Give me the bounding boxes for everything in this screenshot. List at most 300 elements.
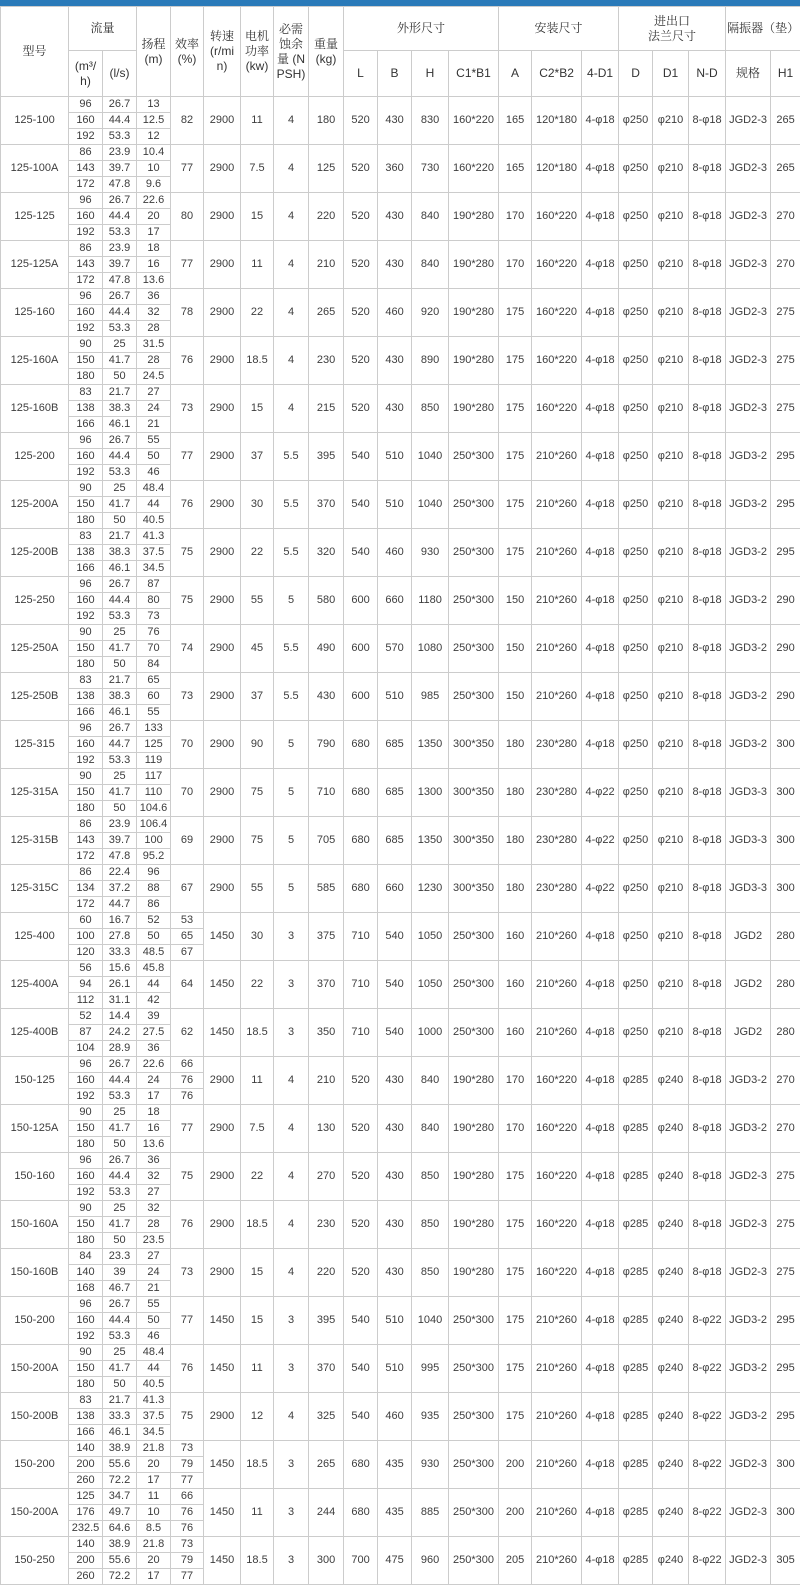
flow-ls-cell: 44.4 [103,209,137,225]
flow-m3h-cell: 160 [69,1073,103,1089]
head-cell: 10.4 [137,145,171,161]
model-cell: 125-400A [1,961,69,1009]
flange-d1-cell: φ210 [653,193,689,241]
flow-ls-cell: 49.7 [103,1505,137,1521]
flange-d-cell: φ250 [619,817,653,865]
efficiency-cell: 77 [171,1297,204,1345]
dim-h-cell: 1080 [412,625,449,673]
install-a-cell: 175 [499,289,532,337]
flow-ls-cell: 53.3 [103,129,137,145]
dim-l-cell: 520 [344,193,378,241]
flow-ls-cell: 41.7 [103,1361,137,1377]
weight-cell: 270 [309,1153,344,1201]
flow-ls-cell: 26.7 [103,721,137,737]
efficiency-cell: 75 [171,1153,204,1201]
flange-nd-cell: 8-φ18 [689,1009,726,1057]
flange-nd-cell: 8-φ18 [689,433,726,481]
install-c2b2-cell: 210*260 [532,1345,582,1393]
install-c2b2-cell: 160*220 [532,1105,582,1153]
flow-m3h-cell: 90 [69,481,103,497]
dim-l-cell: 520 [344,1057,378,1105]
motor-power-cell: 11 [241,1345,274,1393]
isolator-h1-cell: 275 [771,337,800,385]
motor-power-cell: 22 [241,961,274,1009]
install-c2b2-cell: 160*220 [532,385,582,433]
head-cell: 20 [137,1457,171,1473]
flow-ls-cell: 72.2 [103,1569,137,1585]
motor-power-cell: 12 [241,1393,274,1441]
flange-d1-cell: φ240 [653,1201,689,1249]
weight-cell: 180 [309,97,344,145]
npsh-cell: 5.5 [274,529,309,577]
flow-ls-cell: 26.7 [103,97,137,113]
motor-power-cell: 55 [241,577,274,625]
dim-c1b1-cell: 250*300 [449,961,499,1009]
install-a-cell: 160 [499,961,532,1009]
flow-ls-cell: 38.9 [103,1441,137,1457]
flow-ls-cell: 27.8 [103,929,137,945]
isolator-spec-cell: JGD2-3 [726,1537,771,1585]
flange-nd-cell: 8-φ18 [689,1105,726,1153]
weight-cell: 705 [309,817,344,865]
flow-ls-cell: 44.4 [103,305,137,321]
flow-ls-cell: 14.4 [103,1009,137,1025]
head-cell: 18 [137,241,171,257]
flow-ls-cell: 21.7 [103,673,137,689]
dim-c1b1-cell: 250*300 [449,625,499,673]
flow-m3h-cell: 192 [69,753,103,769]
flow-ls-cell: 46.7 [103,1281,137,1297]
model-cell: 125-250 [1,577,69,625]
head-cell: 16 [137,257,171,273]
dim-b-cell: 510 [378,433,412,481]
install-4d1-cell: 4-φ18 [582,1057,619,1105]
dim-b-cell: 660 [378,865,412,913]
header-flange-d1: D1 [653,51,689,97]
flow-m3h-cell: 90 [69,1201,103,1217]
head-cell: 95.2 [137,849,171,865]
install-c2b2-cell: 210*260 [532,1489,582,1537]
isolator-h1-cell: 300 [771,817,800,865]
flow-m3h-cell: 180 [69,801,103,817]
flow-ls-cell: 26.7 [103,193,137,209]
flow-m3h-cell: 90 [69,625,103,641]
flow-ls-cell: 23.9 [103,817,137,833]
dim-b-cell: 430 [378,1201,412,1249]
flange-d1-cell: φ240 [653,1057,689,1105]
motor-power-cell: 75 [241,769,274,817]
flow-ls-cell: 25 [103,625,137,641]
speed-cell: 1450 [204,1537,241,1585]
flow-ls-cell: 38.9 [103,1537,137,1553]
spec-row [1,769,800,785]
header-efficiency: 效率 (%) [171,7,204,97]
flow-m3h-cell: 112 [69,993,103,1009]
flow-m3h-cell: 192 [69,1089,103,1105]
header-flange-line1: 进出口 [654,13,691,28]
flow-m3h-cell: 172 [69,849,103,865]
flow-m3h-cell: 138 [69,689,103,705]
speed-cell: 1450 [204,961,241,1009]
dim-b-cell: 430 [378,97,412,145]
flow-ls-cell: 26.7 [103,433,137,449]
dim-c1b1-cell: 190*280 [449,289,499,337]
isolator-spec-cell: JGD2 [726,1009,771,1057]
npsh-cell: 5 [274,577,309,625]
dim-l-cell: 680 [344,1489,378,1537]
efficiency-cell: 73 [171,1249,204,1297]
header-dim-b: B [378,51,412,97]
flow-m3h-cell: 86 [69,865,103,881]
flow-ls-cell: 26.1 [103,977,137,993]
dim-l-cell: 540 [344,529,378,577]
install-c2b2-cell: 120*180 [532,145,582,193]
spec-row [1,913,800,929]
efficiency-cell: 73 [171,1441,204,1457]
isolator-spec-cell: JGD2-3 [726,145,771,193]
dim-b-cell: 540 [378,961,412,1009]
flow-ls-cell: 53.3 [103,225,137,241]
isolator-h1-cell: 295 [771,1393,800,1441]
install-a-cell: 175 [499,1393,532,1441]
head-cell: 21.8 [137,1441,171,1457]
isolator-h1-cell: 305 [771,1537,800,1585]
weight-cell: 230 [309,1201,344,1249]
flow-ls-cell: 50 [103,513,137,529]
dim-c1b1-cell: 250*300 [449,577,499,625]
spec-row [1,1489,800,1505]
flange-d-cell: φ250 [619,241,653,289]
install-a-cell: 180 [499,721,532,769]
dim-b-cell: 435 [378,1489,412,1537]
install-4d1-cell: 4-φ18 [582,721,619,769]
flow-m3h-cell: 83 [69,385,103,401]
dim-c1b1-cell: 250*300 [449,1009,499,1057]
isolator-spec-cell: JGD3-2 [726,673,771,721]
flange-d-cell: φ285 [619,1201,653,1249]
install-c2b2-cell: 210*260 [532,529,582,577]
header-dim-l: L [344,51,378,97]
efficiency-cell: 77 [171,241,204,289]
install-a-cell: 175 [499,1297,532,1345]
dim-b-cell: 475 [378,1537,412,1585]
flange-d1-cell: φ210 [653,241,689,289]
isolator-h1-cell: 275 [771,289,800,337]
flow-ls-cell: 34.7 [103,1489,137,1505]
dim-b-cell: 430 [378,241,412,289]
motor-power-cell: 7.5 [241,145,274,193]
flow-m3h-cell: 86 [69,241,103,257]
motor-power-cell: 11 [241,1489,274,1537]
speed-cell: 2900 [204,769,241,817]
spec-row [1,1393,800,1409]
head-cell: 50 [137,449,171,465]
motor-power-cell: 18.5 [241,1537,274,1585]
flow-m3h-cell: 160 [69,737,103,753]
dim-h-cell: 1000 [412,1009,449,1057]
flange-nd-cell: 8-φ18 [689,673,726,721]
install-a-cell: 175 [499,1201,532,1249]
flange-nd-cell: 8-φ18 [689,529,726,577]
dim-b-cell: 460 [378,289,412,337]
efficiency-cell: 79 [171,1553,204,1569]
flow-ls-cell: 31.1 [103,993,137,1009]
head-cell: 34.5 [137,1425,171,1441]
npsh-cell: 3 [274,1009,309,1057]
efficiency-cell: 79 [171,1457,204,1473]
dim-h-cell: 995 [412,1345,449,1393]
dim-b-cell: 430 [378,1249,412,1297]
efficiency-cell: 70 [171,769,204,817]
efficiency-cell: 67 [171,945,204,961]
flow-m3h-cell: 90 [69,769,103,785]
install-a-cell: 175 [499,529,532,577]
motor-power-cell: 11 [241,1057,274,1105]
install-c2b2-cell: 210*260 [532,433,582,481]
header-weight: 重量 (kg) [309,7,344,97]
install-c2b2-cell: 210*260 [532,625,582,673]
isolator-spec-cell: JGD2-3 [726,1153,771,1201]
dim-l-cell: 680 [344,817,378,865]
head-cell: 22.6 [137,1057,171,1073]
head-cell: 87 [137,577,171,593]
dim-b-cell: 430 [378,1153,412,1201]
dim-l-cell: 540 [344,1345,378,1393]
flow-m3h-cell: 172 [69,897,103,913]
flow-m3h-cell: 83 [69,673,103,689]
flow-m3h-cell: 96 [69,577,103,593]
flow-m3h-cell: 192 [69,1185,103,1201]
head-cell: 20 [137,209,171,225]
motor-power-cell: 15 [241,1249,274,1297]
flow-m3h-cell: 96 [69,1297,103,1313]
isolator-h1-cell: 275 [771,1249,800,1297]
head-cell: 50 [137,1313,171,1329]
flow-m3h-cell: 138 [69,1409,103,1425]
head-cell: 37.5 [137,545,171,561]
head-cell: 27 [137,385,171,401]
flange-d-cell: φ285 [619,1489,653,1537]
npsh-cell: 4 [274,1201,309,1249]
flange-d-cell: φ250 [619,625,653,673]
dim-h-cell: 840 [412,241,449,289]
install-4d1-cell: 4-φ18 [582,1393,619,1441]
flow-m3h-cell: 104 [69,1041,103,1057]
flow-m3h-cell: 192 [69,465,103,481]
head-cell: 133 [137,721,171,737]
speed-cell: 2900 [204,193,241,241]
spec-row [1,193,800,209]
flow-m3h-cell: 160 [69,593,103,609]
dim-h-cell: 840 [412,1057,449,1105]
efficiency-cell: 67 [171,865,204,913]
head-cell: 125 [137,737,171,753]
flange-d-cell: φ250 [619,433,653,481]
npsh-cell: 4 [274,97,309,145]
npsh-cell: 5.5 [274,625,309,673]
install-4d1-cell: 4-φ18 [582,577,619,625]
isolator-h1-cell: 280 [771,1009,800,1057]
model-cell: 125-125 [1,193,69,241]
model-cell: 125-160 [1,289,69,337]
flange-nd-cell: 8-φ22 [689,1537,726,1585]
install-c2b2-cell: 210*260 [532,961,582,1009]
motor-power-cell: 37 [241,673,274,721]
head-cell: 10 [137,1505,171,1521]
efficiency-cell: 69 [171,817,204,865]
install-c2b2-cell: 210*260 [532,1441,582,1489]
flow-m3h-cell: 200 [69,1457,103,1473]
head-cell: 110 [137,785,171,801]
install-a-cell: 175 [499,481,532,529]
head-cell: 17 [137,1089,171,1105]
dim-b-cell: 685 [378,721,412,769]
flange-d-cell: φ285 [619,1105,653,1153]
weight-cell: 130 [309,1105,344,1153]
flow-m3h-cell: 150 [69,1361,103,1377]
flange-d1-cell: φ210 [653,145,689,193]
flange-d-cell: φ250 [619,961,653,1009]
flow-m3h-cell: 96 [69,1153,103,1169]
flow-m3h-cell: 60 [69,913,103,929]
speed-cell: 2900 [204,1105,241,1153]
header-install-4d1: 4-D1 [582,51,619,97]
flow-ls-cell: 23.9 [103,145,137,161]
dim-c1b1-cell: 250*300 [449,1537,499,1585]
header-dims-group: 外形尺寸 [344,7,499,51]
flow-ls-cell: 21.7 [103,385,137,401]
isolator-spec-cell: JGD3-3 [726,769,771,817]
dim-h-cell: 840 [412,193,449,241]
flange-d-cell: φ250 [619,145,653,193]
head-cell: 46 [137,1329,171,1345]
dim-h-cell: 1050 [412,913,449,961]
install-4d1-cell: 4-φ18 [582,1201,619,1249]
isolator-spec-cell: JGD2-3 [726,1441,771,1489]
dim-l-cell: 520 [344,1249,378,1297]
install-4d1-cell: 4-φ18 [582,337,619,385]
head-cell: 65 [137,673,171,689]
flow-ls-cell: 21.7 [103,529,137,545]
flange-nd-cell: 8-φ18 [689,193,726,241]
flow-ls-cell: 33.3 [103,945,137,961]
npsh-cell: 3 [274,1297,309,1345]
weight-cell: 710 [309,769,344,817]
head-cell: 86 [137,897,171,913]
flow-m3h-cell: 86 [69,817,103,833]
isolator-h1-cell: 280 [771,913,800,961]
head-cell: 34.5 [137,561,171,577]
flow-ls-cell: 23.3 [103,1249,137,1265]
flange-d-cell: φ250 [619,721,653,769]
header-sub-row [1,51,800,97]
flange-d1-cell: φ210 [653,817,689,865]
head-cell: 18 [137,1105,171,1121]
flow-ls-cell: 26.7 [103,1153,137,1169]
npsh-cell: 5 [274,769,309,817]
isolator-h1-cell: 295 [771,433,800,481]
flow-ls-cell: 28.9 [103,1041,137,1057]
speed-cell: 2900 [204,97,241,145]
isolator-spec-cell: JGD2-3 [726,1489,771,1537]
head-cell: 50 [137,929,171,945]
head-cell: 17 [137,225,171,241]
pump-spec-table [0,6,800,1585]
flow-ls-cell: 53.3 [103,1089,137,1105]
install-c2b2-cell: 210*260 [532,913,582,961]
model-cell: 150-160 [1,1153,69,1201]
head-cell: 36 [137,1153,171,1169]
dim-b-cell: 430 [378,1057,412,1105]
head-cell: 27 [137,1185,171,1201]
speed-cell: 2900 [204,529,241,577]
install-a-cell: 180 [499,865,532,913]
head-cell: 21 [137,1281,171,1297]
install-c2b2-cell: 210*260 [532,673,582,721]
isolator-spec-cell: JGD3-2 [726,529,771,577]
spec-row [1,289,800,305]
isolator-h1-cell: 275 [771,1153,800,1201]
install-4d1-cell: 4-φ18 [582,961,619,1009]
dim-h-cell: 1040 [412,481,449,529]
dim-b-cell: 570 [378,625,412,673]
flange-d-cell: φ250 [619,865,653,913]
weight-cell: 125 [309,145,344,193]
efficiency-cell: 76 [171,1505,204,1521]
dim-b-cell: 430 [378,385,412,433]
flow-ls-cell: 55.6 [103,1457,137,1473]
isolator-spec-cell: JGD3-2 [726,625,771,673]
flow-m3h-cell: 160 [69,449,103,465]
flow-ls-cell: 26.7 [103,289,137,305]
flow-ls-cell: 44.4 [103,1169,137,1185]
head-cell: 24 [137,401,171,417]
install-c2b2-cell: 160*220 [532,241,582,289]
isolator-h1-cell: 265 [771,145,800,193]
efficiency-cell: 76 [171,1089,204,1105]
motor-power-cell: 90 [241,721,274,769]
install-4d1-cell: 4-φ18 [582,241,619,289]
flange-d1-cell: φ210 [653,577,689,625]
flange-d-cell: φ250 [619,97,653,145]
head-cell: 20 [137,1553,171,1569]
isolator-h1-cell: 295 [771,481,800,529]
efficiency-cell: 82 [171,97,204,145]
efficiency-cell: 53 [171,913,204,929]
weight-cell: 375 [309,913,344,961]
install-c2b2-cell: 210*260 [532,1537,582,1585]
flow-m3h-cell: 56 [69,961,103,977]
model-cell: 125-100 [1,97,69,145]
header-flow-ls: (l/s) [103,51,137,97]
dim-b-cell: 430 [378,193,412,241]
model-cell: 150-125A [1,1105,69,1153]
flow-ls-cell: 26.7 [103,1057,137,1073]
dim-l-cell: 520 [344,385,378,433]
install-a-cell: 175 [499,1249,532,1297]
flow-ls-cell: 41.7 [103,641,137,657]
dim-l-cell: 680 [344,865,378,913]
header-speed: 转速 (r/min) [204,7,241,97]
head-cell: 41.3 [137,529,171,545]
dim-l-cell: 520 [344,337,378,385]
dim-b-cell: 460 [378,1393,412,1441]
head-cell: 32 [137,305,171,321]
weight-cell: 395 [309,1297,344,1345]
spec-row [1,1009,800,1025]
install-4d1-cell: 4-φ22 [582,769,619,817]
flow-ls-cell: 53.3 [103,1185,137,1201]
